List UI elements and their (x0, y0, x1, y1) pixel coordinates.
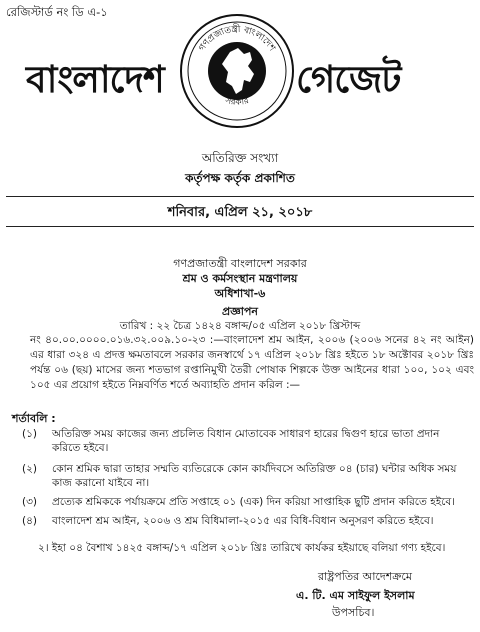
extraordinary-issue: অতিরিক্ত সংখ্যা (201, 151, 279, 165)
section-name: অধিশাখা-৬ (214, 287, 266, 300)
ministry-name: শ্রম ও কর্মসংস্থান মন্ত্রণালয় (182, 272, 298, 285)
condition-number: (২) (22, 463, 38, 475)
notification-body: নং ৪০.০০.০০০০.০১৬.৩২.০০৯.১০-২৩ :—বাংলাদেশ শ্রম আইন, ২০০৬ (২০০৬ সনের ৪২ নং আইন) এর ধারা ৩২৪ এ প্রদত্ত ক্ষমতাবলে সরকার জনস্বার্থে ১৭ এপ্রিল ২০১৮ খ্রিঃ হইতে ১৮ অক্টোবর ২০১৮ খ্রিঃ পর্যন্ত ০৬ (ছয়) মাসের জন্য শতভাগ রপ্তানিমুখী তৈরী পোষাক শিল্পকে উক্ত আইনের ধারা ১০০, ১০২ এবং ১০৫ এর প্রয়োগ হইতে নিম্নবর্ণিত শর্তে অব্যাহতি প্রদান করিল :— (30, 334, 474, 391)
notification-date: তারিখ : ২২ চৈত্র ১৪২৪ বঙ্গাব্দ/০৫ এপ্রিল ২০১৮ খ্রিস্টাব্দ (119, 320, 361, 332)
government-name: গণপ্রজাতন্ত্রী বাংলাদেশ সরকার (173, 257, 307, 270)
condition-number: (৩) (22, 496, 38, 508)
signatory-designation: উপসচিব। (332, 606, 375, 619)
gazette-title-left: বাংলাদেশ (26, 58, 164, 101)
registration-number: রেজিস্টার্ড নং ডি এ-১ (6, 5, 108, 19)
condition-number: (৪) (22, 515, 38, 527)
seal-bottom-text: সরকার (224, 95, 251, 108)
notification-heading: প্রজ্ঞাপন (222, 305, 258, 318)
gazette-title-right: গেজেট (296, 58, 401, 101)
condition-text: প্রত্যেক শ্রমিককে পর্যায়ক্রমে প্রতি সপ্তাহে ০১ (এক) দিন করিয়া সাপ্তাহিক ছুটি প্রদান করিতে হইবে। (52, 496, 455, 508)
condition-text: অতিরিক্ত সময় কাজের জন্য প্রচলিত বিধান মোতাবেক সাধারণ হারের দ্বিগুণ হারে ভাতা প্রদান করিতে হইবে। (52, 428, 440, 454)
header-divider-top (6, 196, 474, 197)
signatory-name: এ. টি. এম সাইফুল ইসলাম (296, 589, 415, 602)
published-by-authority: কর্তৃপক্ষ কর্তৃক প্রকাশিত (185, 171, 295, 185)
gazette-date: শনিবার, এপ্রিল ২১, ২০১৮ (167, 205, 313, 220)
government-seal (178, 12, 296, 130)
seal-top-text: গণপ্রজাতন্ত্রী বাংলাদেশ (197, 24, 277, 54)
condition-text: বাংলাদেশ শ্রম আইন, ২০০৬ ও শ্রম বিধিমালা-২০১৫ এর বিধি-বিধান অনুসরণ করিতে হইবে। (52, 515, 434, 527)
conditions-heading: শর্তাবলি : (12, 412, 56, 425)
condition-text: কোন শ্রমিক দ্বারা তাহার সম্মতি ব্যতিরেকে কোন কার্যদিবসে অতিরিক্ত ০৪ (চার) ঘন্টার অধিক সময় কাজ করানো যাইবে না। (52, 463, 457, 489)
header-divider-bottom (6, 226, 474, 227)
condition-number: (১) (22, 428, 38, 440)
effective-date-clause: ২। ইহা ০৪ বৈশাখ ১৪২৫ বঙ্গাব্দ/১৭ এপ্রিল ২০১৮ খ্রিঃ তারিখে কার্যকর হইয়াছে বলিয়া গণ্য হইবে। (38, 542, 446, 554)
signature-order: রাষ্ট্রপতির আদেশক্রমে (318, 570, 412, 583)
